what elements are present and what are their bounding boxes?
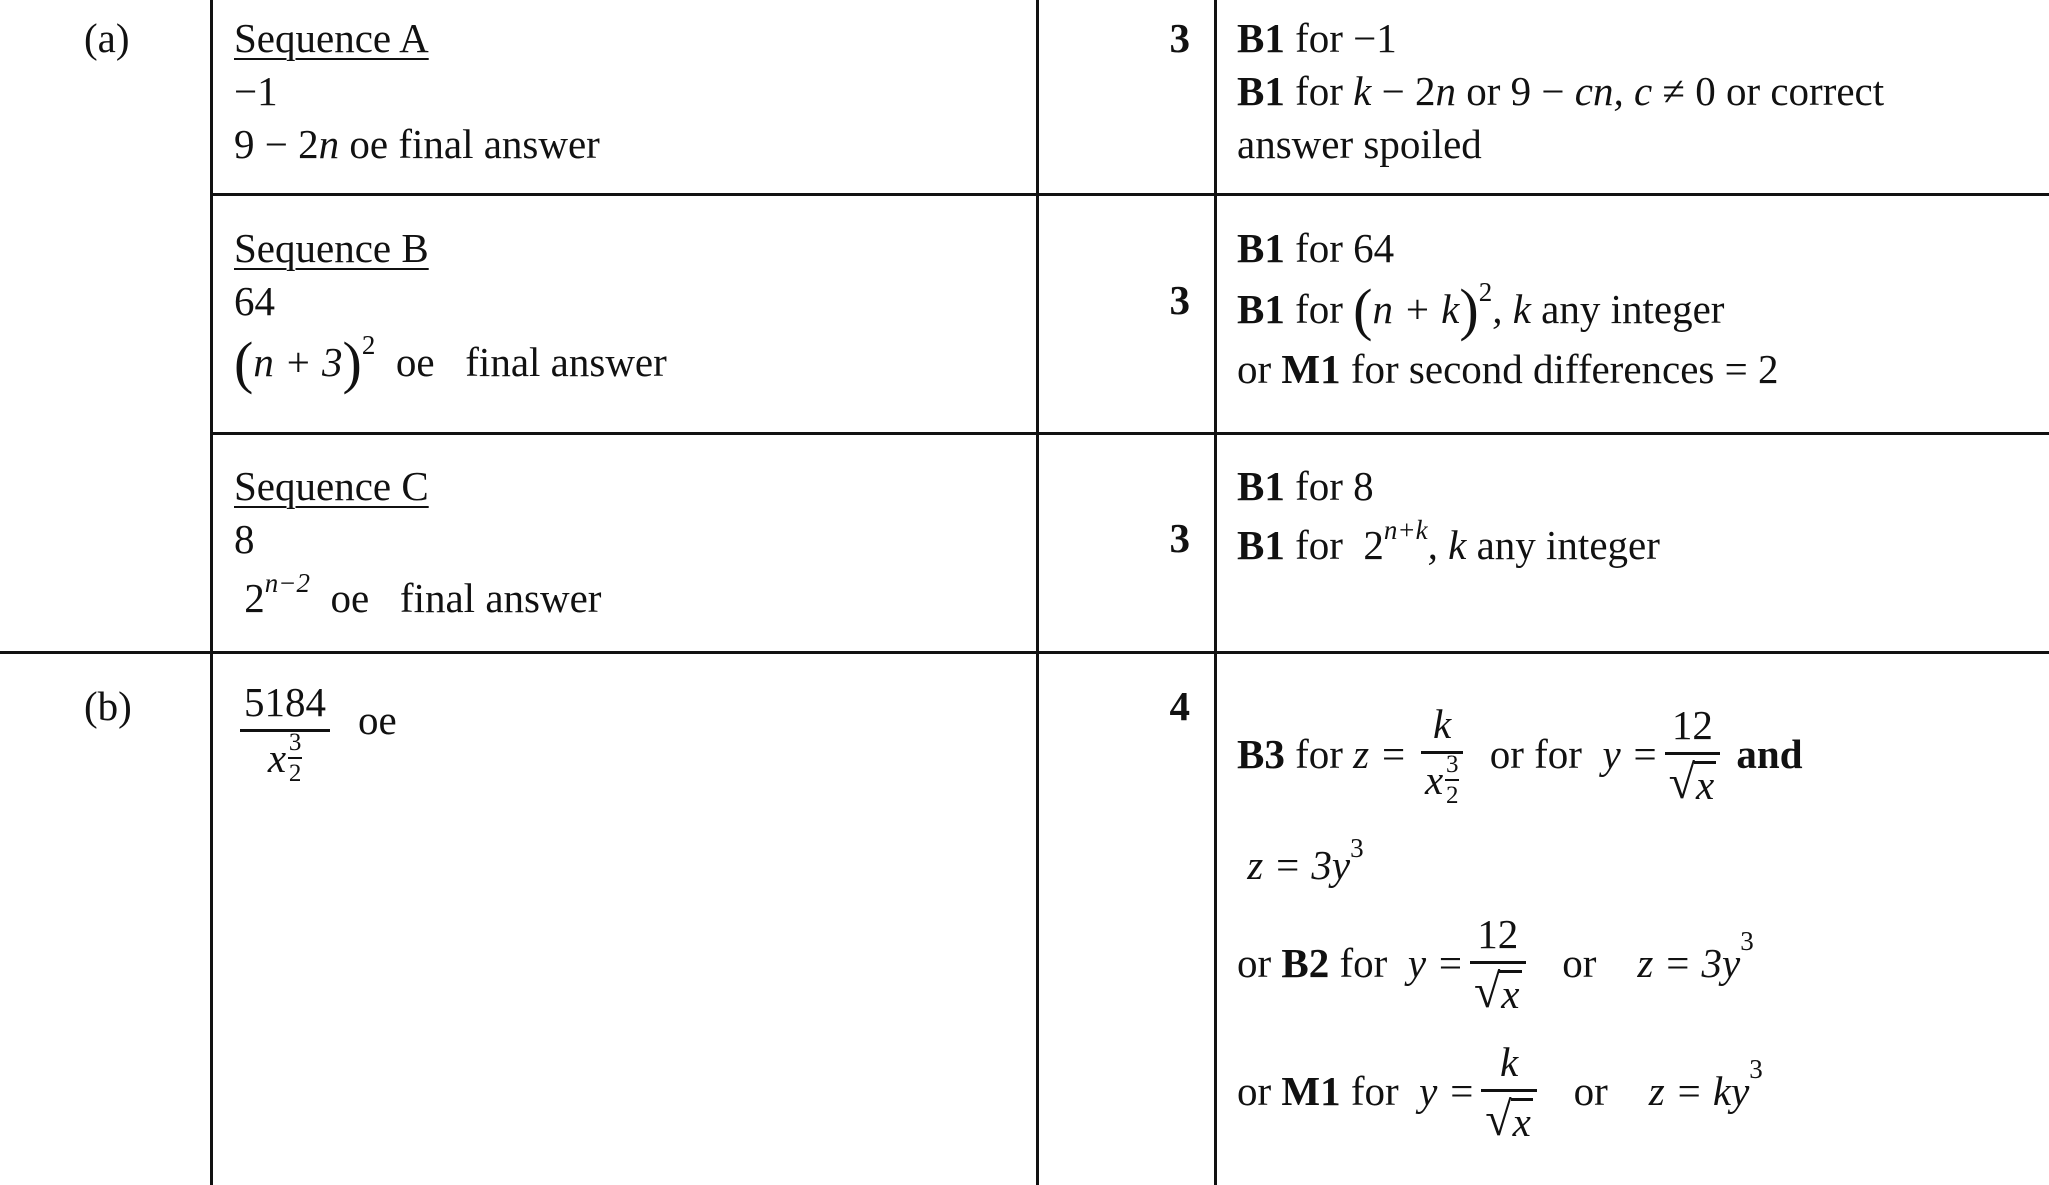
part-b-scheme bbox=[1237, 680, 1803, 1156]
part-b-scheme-line-4: or M1 for y = k √ x or z = ky 3 bbox=[1237, 1038, 1763, 1147]
seq-a-scheme-line-3: answer spoiled bbox=[1237, 121, 1482, 167]
row-divider-b-c bbox=[210, 432, 2049, 435]
column-divider-1 bbox=[210, 0, 213, 1185]
seq-b-mark: 3 bbox=[1169, 277, 1190, 323]
seq-a-scheme-line-1: B1 for −1 bbox=[1237, 15, 1397, 61]
column-divider-3 bbox=[1214, 0, 1217, 1185]
seq-b-scheme-line-3: or M1 for second differences = 2 bbox=[1237, 346, 1779, 392]
seq-c-value: 8 bbox=[234, 516, 255, 562]
seq-c-scheme-line-1: B1 for 8 bbox=[1237, 463, 1374, 509]
seq-c-scheme bbox=[1237, 460, 1660, 577]
seq-b-answer bbox=[234, 222, 667, 396]
seq-c-mark: 3 bbox=[1169, 515, 1190, 561]
seq-c-title: Sequence C bbox=[234, 463, 429, 509]
seq-b-scheme-line-2: B1 for $(n + k)^2$, k any integer bbox=[1237, 276, 1725, 342]
seq-b-title: Sequence B bbox=[234, 225, 429, 271]
seq-c-answer bbox=[234, 460, 601, 630]
part-b-mark: 4 bbox=[1169, 683, 1190, 729]
seq-a-title: Sequence A bbox=[234, 15, 429, 61]
part-b-answer: 5184 x $\frac{3}{2}$ oe bbox=[234, 680, 397, 786]
part-b-scheme-line-1: B3 for z = k x $\frac{3}{2}$ or for y = 12 √ x and bbox=[1237, 700, 1803, 810]
column-divider-2 bbox=[1036, 0, 1039, 1185]
seq-a-answer bbox=[234, 12, 600, 171]
row-divider-part-a-b bbox=[0, 651, 2049, 654]
seq-a-rule: 9 − 2n oe final answer bbox=[234, 121, 600, 167]
seq-c-scheme-line-2: B1 for $2^{n+k}$, k any integer bbox=[1237, 515, 1660, 568]
seq-a-mark: 3 bbox=[1169, 15, 1190, 61]
part-b-scheme-line-3: or B2 for y = 12 √ x or z = 3y 3 bbox=[1237, 910, 1754, 1019]
seq-a-scheme-line-2: B1 for k − 2n or 9 − cn, c ≠ 0 or correct bbox=[1237, 68, 1885, 114]
seq-b-scheme bbox=[1237, 222, 1779, 396]
part-a-label: (a) bbox=[84, 15, 130, 61]
seq-a-scheme bbox=[1237, 12, 1884, 171]
part-b-scheme-line-2: $z = 3y^3$ bbox=[1247, 833, 1364, 888]
row-divider-a-b bbox=[210, 193, 2049, 196]
seq-b-scheme-line-1: B1 for 64 bbox=[1237, 225, 1395, 271]
part-b-answer-fraction: 5184 x $\frac{3}{2}$ bbox=[240, 680, 330, 786]
seq-b-rule: $(n + 3)^2$ oe final answer bbox=[234, 329, 667, 395]
seq-a-value: −1 bbox=[234, 68, 278, 114]
part-b-label: (b) bbox=[84, 683, 132, 729]
seq-b-value: 64 bbox=[234, 278, 275, 324]
seq-c-rule: $2^{n-2}$ oe final answer bbox=[244, 568, 602, 621]
